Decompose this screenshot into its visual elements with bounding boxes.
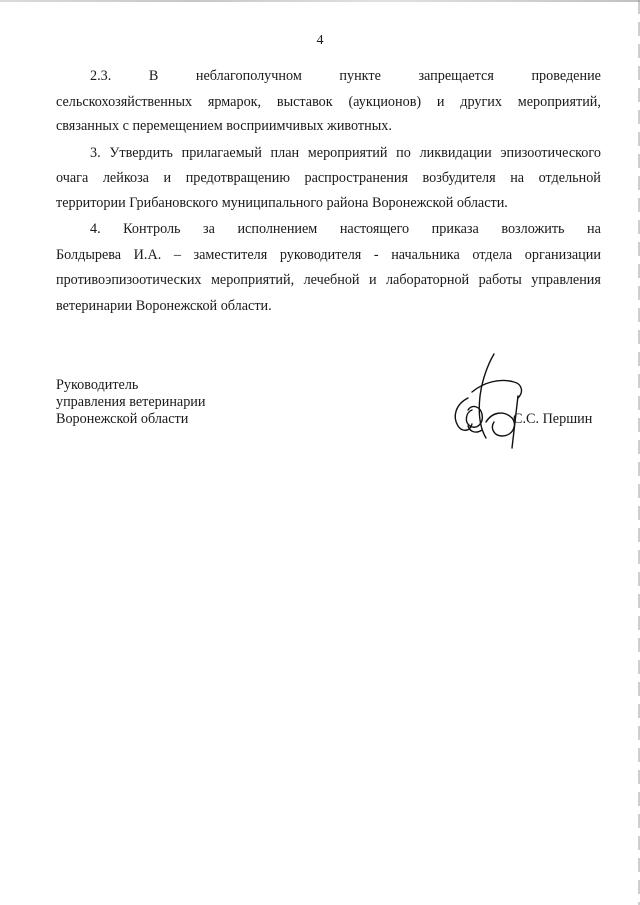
word: пункте [339,68,381,84]
word: Утвердить [109,145,173,161]
word: 4. [90,221,101,237]
word: начальника [391,247,460,263]
word: заместителя [193,247,268,263]
word: на [510,170,525,186]
item-4-line-2 [56,247,601,264]
word: отдельной [538,170,601,186]
word: эпизоотического [500,145,601,161]
word: за [203,221,215,237]
item-4-line-3 [56,272,601,289]
word: прилагаемый [181,145,262,161]
word: 3. [90,145,101,161]
item-3-line-3: территории Грибановского муниципального района Воронежской области. [56,195,508,211]
word: Болдырева [56,247,122,263]
word: настоящего [339,221,410,237]
word: проведение [531,68,601,84]
page-number: 4 [316,33,324,48]
word: ликвидации [419,145,492,161]
word: ярмарок, [207,94,262,110]
scan-edge-top [0,0,640,2]
word: лечебной [303,272,360,288]
word: и [163,170,172,186]
word: сельскохозяйственных [56,94,193,110]
signatory-position-line: управления ветеринарии [56,394,206,410]
signatory-position [56,377,206,428]
word: неблагополучном [195,68,302,84]
word: приказа [431,221,479,237]
word: очага [56,170,89,186]
handwritten-signature [442,352,552,462]
word: запрещается [418,68,494,84]
word: мероприятий [307,145,388,161]
signer-name: С.С. Першин [513,411,593,427]
word: на [587,221,601,237]
word: Контроль [123,221,181,237]
word: руководителя [279,247,362,263]
word: мероприятий, [517,94,601,110]
item-2-3-line-1 [90,68,601,85]
word: отдела [472,247,513,263]
word: противоэпизоотических [56,272,202,288]
word: возбудителя [422,170,496,186]
item-3-line-2 [56,170,601,187]
item-4-line-4: ветеринарии Воронежской области. [56,298,272,314]
signatory-position-line: Воронежской области [56,411,189,427]
word: и [368,272,377,288]
word: В [148,68,159,84]
word: организации [524,247,601,263]
word: исполнением [237,221,318,237]
item-3-line-1 [90,145,601,162]
signatory-position-line: Руководитель [56,377,139,393]
word: распространения [304,170,408,186]
word: выставок [276,94,333,110]
word: лабораторной [385,272,470,288]
word: работы [478,272,522,288]
word: – [173,247,181,263]
word: управления [531,272,601,288]
word: других [460,94,502,110]
word: план [270,145,300,161]
word: 2.3. [90,68,112,84]
word: и [436,94,445,110]
word: И.А. [133,247,162,263]
word: - [373,247,379,263]
item-2-3-line-3: связанных с перемещением восприимчивых животных. [56,118,392,134]
word: по [396,145,411,161]
item-2-3-line-2 [56,94,601,111]
item-4-line-1 [90,221,601,238]
word: предотвращению [185,170,290,186]
word: лейкоза [102,170,149,186]
word: (аукционов) [348,94,422,110]
word: возложить [501,221,565,237]
word: мероприятий, [210,272,295,288]
